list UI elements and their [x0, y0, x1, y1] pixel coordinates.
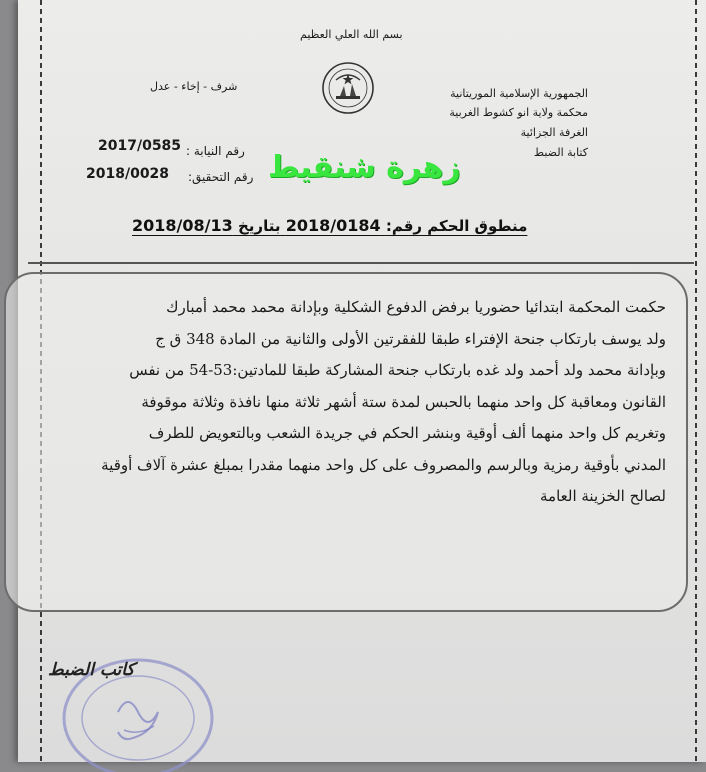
institution-line-1: الجمهورية الإسلامية الموريتانية	[450, 87, 588, 100]
judgment-date-label: بتاريخ	[237, 217, 281, 235]
ruling-line-4: القانون ومعاقبة كل واحد منهما بالحبس لمدة ستة أشهر ثلاثة منها نافذة وثلاثة موقوفة	[141, 392, 666, 411]
prosecution-number-value: 2017/0585	[98, 138, 182, 154]
ruling-line-1: حكمت المحكمة ابتدائيا حضوريا برفض الدفوع الشكلية وبإدانة محمد محمد أمبارك	[166, 298, 666, 316]
national-motto: شرف - إخاء - عدل	[150, 80, 238, 93]
investigation-number-label: رقم التحقيق:	[188, 170, 254, 184]
institution-line-2: محكمة ولاية انو كشوط الغربية	[449, 106, 588, 119]
ruling-line-6: المدني بأوقية رمزية وبالرسم والمصروف على كل واحد منهما مقدرا بمبلغ عشرة آلاف أوقية	[101, 455, 666, 474]
ruling-line-7: لصالح الخزينة العامة	[540, 487, 666, 505]
judgment-number: 2018/0184	[285, 216, 381, 235]
emblem-icon	[312, 60, 384, 116]
divider	[28, 262, 694, 264]
ruling-line-5: وتغريم كل واحد منهما ألف أوقية وبنشر الحكم في جريدة الشعب وبالتعويض للطرف	[148, 424, 666, 442]
handwritten-name: زهرة شنقيط	[268, 150, 461, 185]
judgment-prefix: منطوق الحكم رقم:	[385, 217, 528, 235]
basmala: بسم الله العلي العظيم	[300, 28, 403, 41]
ruling-line-2: ولد يوسف بارتكاب جنحة الإفتراء طبقا للفقرتين الأولى والثانية من المادة 348 ق ج	[155, 329, 666, 348]
institution-line-3: الغرفة الجزائية	[520, 126, 588, 139]
institution-line-4: كتابة الضبط	[533, 146, 588, 159]
page-border-right	[695, 0, 697, 762]
ruling-line-3: وبإدانة محمد ولد أحمد ولد غده بارتكاب جنحة المشاركة طبقا للمادتين:53-54 من نفس	[129, 361, 666, 379]
investigation-number-value: 2018/0028	[86, 166, 170, 182]
prosecution-number-label: رقم النيابة :	[186, 144, 245, 158]
ruling-text	[46, 292, 666, 513]
clerk-signature-label: كاتب الضبط	[48, 660, 135, 680]
judgment-date: 2018/08/13	[132, 216, 233, 235]
judgment-heading	[132, 216, 527, 235]
